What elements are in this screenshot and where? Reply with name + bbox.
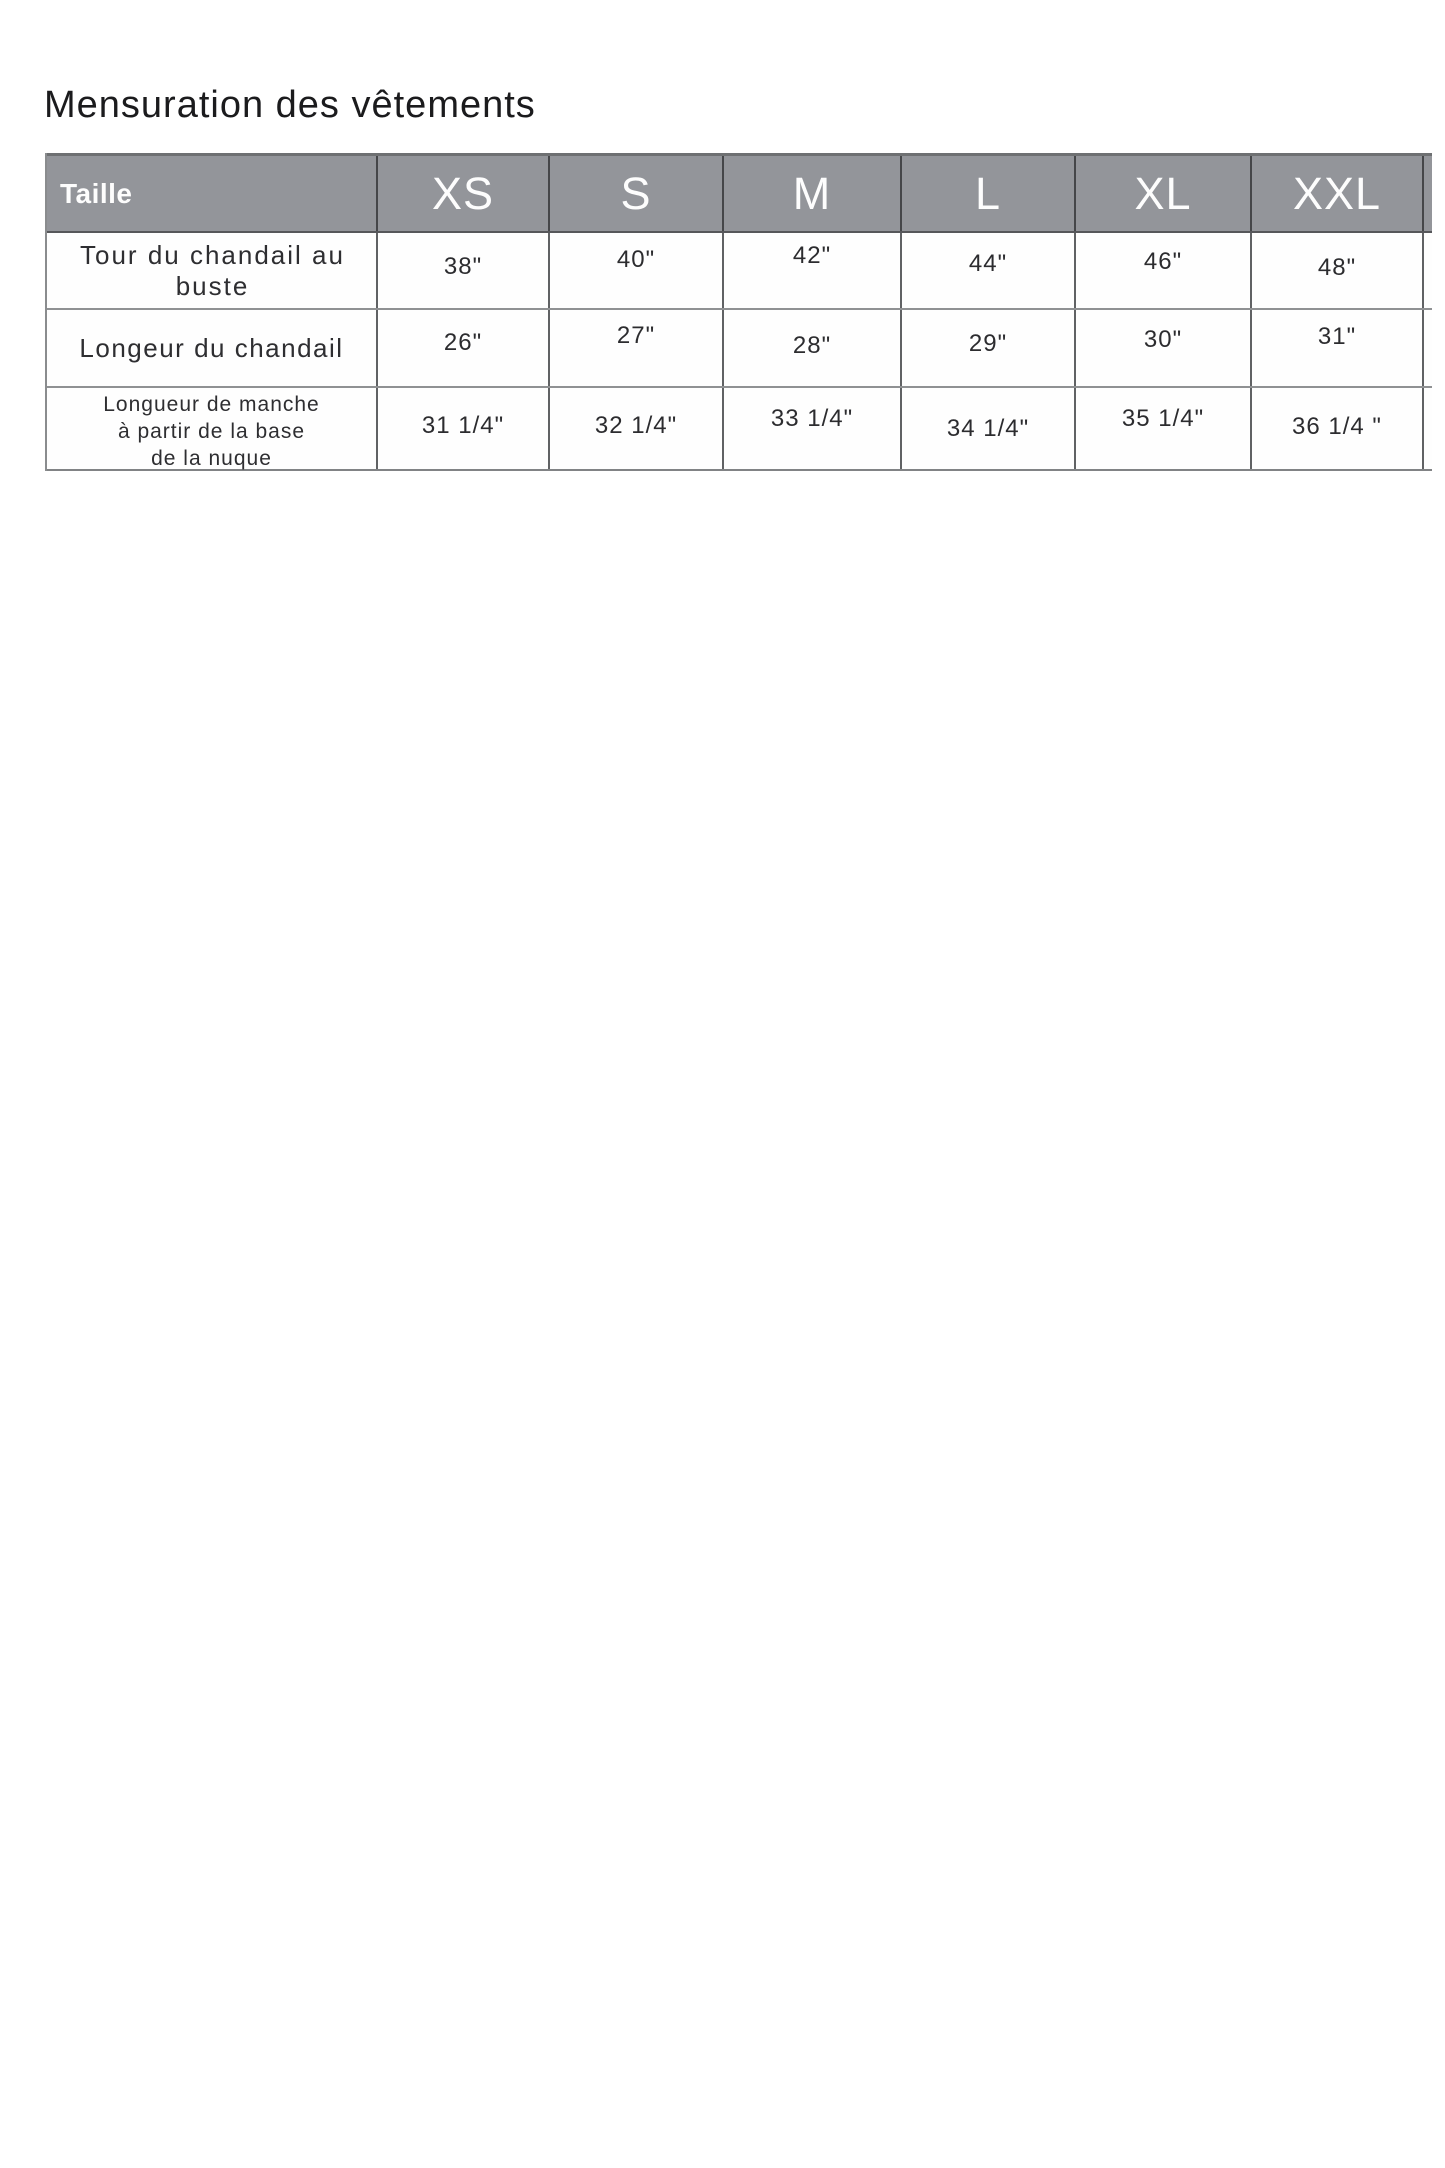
measurement-cell: 29" bbox=[902, 310, 1076, 386]
header-cell-taille: Taille bbox=[47, 156, 378, 231]
row-label-line: à partir de la base bbox=[117, 420, 306, 443]
measurement-cell: 31 1/4" bbox=[378, 388, 550, 469]
measurement-cell: 31" bbox=[1252, 310, 1424, 386]
row-label: Longeur du chandail bbox=[47, 310, 378, 386]
header-cell-size-xl: XL bbox=[1076, 156, 1252, 231]
header-cell-size-xxl: XXL bbox=[1252, 156, 1424, 231]
measurement-cell: 33 1/4" bbox=[724, 388, 902, 469]
header-cell-size-s: S bbox=[550, 156, 724, 231]
header-cell-size-xs: XS bbox=[378, 156, 550, 231]
measurement-cell: 42" bbox=[724, 233, 902, 308]
measurement-cell: 36 1/4 " bbox=[1252, 388, 1424, 469]
size-chart-table bbox=[45, 153, 1432, 471]
measurement-cell: 32 1/4" bbox=[550, 388, 724, 469]
table-row-length bbox=[47, 310, 1432, 388]
table-header-row bbox=[47, 153, 1432, 233]
header-edge-sliver bbox=[1424, 156, 1432, 231]
measurement-cell: 28" bbox=[724, 310, 902, 386]
measurement-cell: 44" bbox=[902, 233, 1076, 308]
page-title: Mensuration des vêtements bbox=[44, 84, 536, 126]
measurement-cell: 35 1/4" bbox=[1076, 388, 1252, 469]
measurement-cell: 48" bbox=[1252, 233, 1424, 308]
row-label-line: Longueur de manche bbox=[103, 393, 320, 416]
table-row-chest bbox=[47, 233, 1432, 310]
measurement-cell: 46" bbox=[1076, 233, 1252, 308]
header-cell-size-m: M bbox=[724, 156, 902, 231]
row-label bbox=[47, 388, 378, 469]
measurement-cell: 26" bbox=[378, 310, 550, 386]
measurement-cell: 27" bbox=[550, 310, 724, 386]
table-row-sleeve bbox=[47, 388, 1432, 471]
row-label-line: de la nuque bbox=[151, 447, 272, 470]
header-cell-size-l: L bbox=[902, 156, 1076, 231]
measurement-cell: 40" bbox=[550, 233, 724, 308]
measurement-cell: 34 1/4" bbox=[902, 388, 1076, 469]
measurement-cell: 38" bbox=[378, 233, 550, 308]
measurement-cell: 30" bbox=[1076, 310, 1252, 386]
row-label: Tour du chandail au buste bbox=[47, 233, 378, 308]
